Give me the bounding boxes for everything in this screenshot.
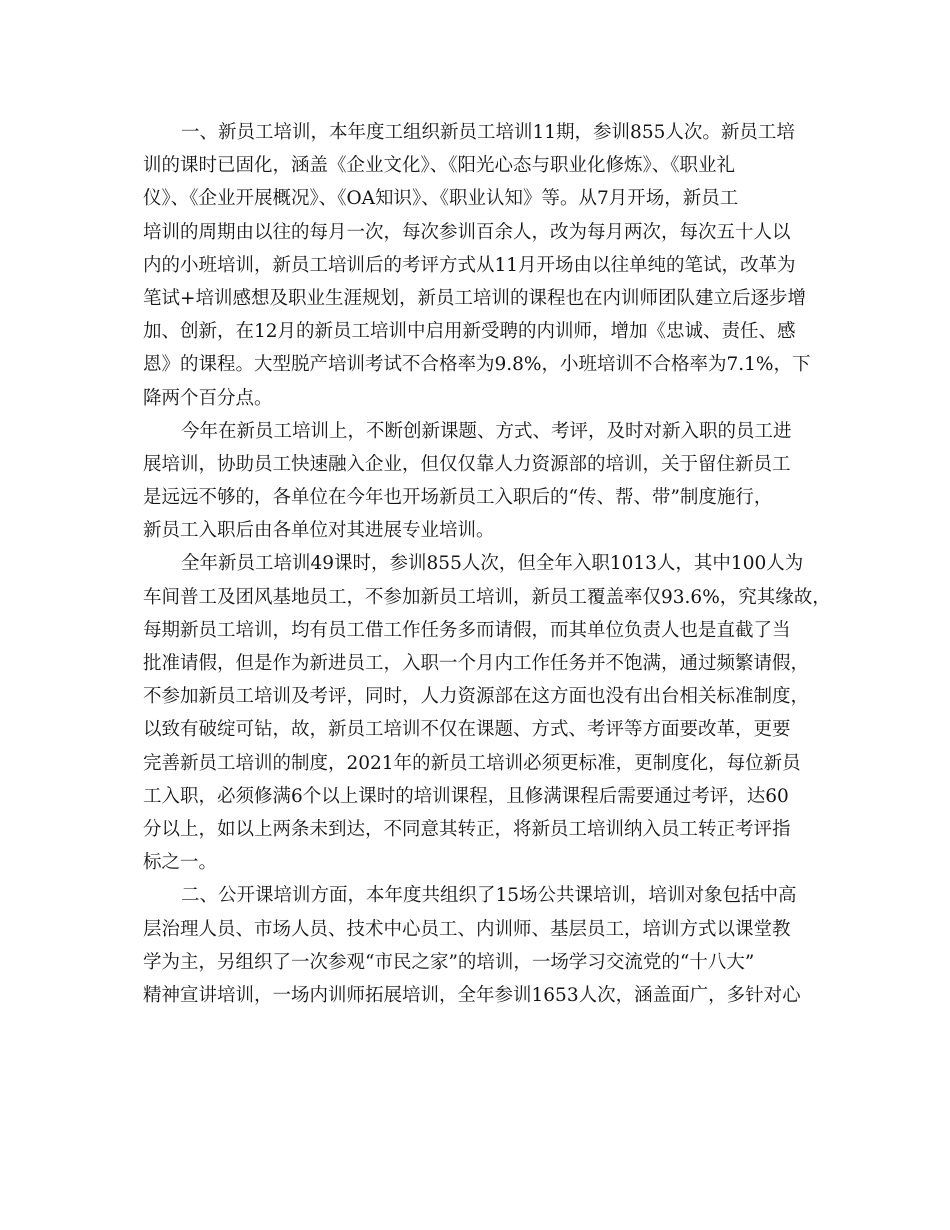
text-line: 内的小班培训，新员工培训后的考评方式从11月开场由以往单纯的笔试，改革为	[143, 254, 796, 276]
text-line: 降两个百分点。	[143, 387, 273, 409]
text-line: 学为主，另组织了一次参观“市民之家”的培训，一场学习交流党的“十八大”	[143, 951, 755, 973]
text-line: 不参加新员工培训及考评，同时，人力资源部在这方面也没有出台相关标准制度，	[143, 686, 810, 708]
text-line: 训的课时已固化，涵盖《企业文化》、《阳光心态与职业化修炼》、《职业礼	[143, 155, 736, 177]
text-line: 培训的周期由以往的每月一次，每次参训百余人，改为每月两次，每次五十人以	[143, 221, 791, 243]
text-line: 新员工入职后由各单位对其进展专业培训。	[143, 520, 495, 542]
text-line: 是远远不够的，各单位在今年也开场新员工入职后的“传、帮、带”制度施行，	[143, 487, 773, 509]
text-line: 标之一。	[143, 852, 218, 874]
text-line: 仪》、《企业开展概况》、《OA知识》、《职业认知》等。从7月开场，新员工	[143, 188, 739, 210]
text-line: 全年新员工培训49课时，参训855人次，但全年入职1013人，其中100人为	[181, 553, 804, 575]
text-line: 二、公开课培训方面，本年度共组织了15场公共课培训，培训对象包括中高	[181, 885, 797, 907]
document-body	[143, 116, 831, 1012]
text-line: 完善新员工培训的制度，2021年的新员工培训必须更标准，更制度化，每位新员	[143, 752, 801, 774]
text-line: 笔试+培训感想及职业生涯规划，新员工培训的课程也在内训师团队建立后逐步增	[143, 287, 807, 309]
paragraph-training-innovation	[143, 415, 813, 548]
text-line: 车间普工及团风基地员工，不参加新员工培训，新员工覆盖率仅93.6%，究其缘故，	[143, 586, 831, 608]
text-line: 层治理人员、市场人员、技术中心员工、内训师、基层员工，培训方式以课堂教	[143, 918, 791, 940]
text-line: 恩》的课程。大型脱产培训考试不合格率为9.8%，小班培训不合格率为7.1%，下	[143, 354, 811, 376]
text-line: 今年在新员工培训上，不断创新课题、方式、考评，及时对新入职的员工进	[181, 420, 792, 442]
text-line: 批准请假，但是作为新进员工，入职一个月内工作任务并不饱满，通过频繁请假，	[143, 653, 810, 674]
text-line: 分以上，如以上两条未到达，不同意其转正，将新员工培训纳入员工转正考评指	[143, 818, 791, 840]
text-line: 加、创新，在12月的新员工培训中启用新受聘的内训师，增加《忠诚、责任、感	[143, 321, 796, 343]
text-line: 每期新员工培训，均有员工借工作任务多而请假，而其单位负责人也是直截了当	[143, 619, 791, 641]
paragraph-annual-summary	[143, 547, 831, 879]
text-line: 精神宣讲培训，一场内训师拓展培训，全年参训1653人次，涵盖面广，多针对心	[143, 984, 801, 1006]
text-line: 一、新员工培训，本年度工组织新员工培训11期，参训855人次。新员工培	[181, 122, 795, 143]
text-line: 工入职，必须修满6个以上课时的培训课程，且修满课程后需要通过考评，达60	[143, 785, 789, 807]
paragraph-public-courses	[143, 879, 813, 1012]
paragraph-new-employee-training	[143, 116, 813, 415]
text-line: 以致有破绽可钻，故，新员工培训不仅在课题、方式、考评等方面要改革，更要	[143, 719, 791, 741]
text-line: 展培训，协助员工快速融入企业，但仅仅靠人力资源部的培训，关于留住新员工	[143, 453, 791, 475]
